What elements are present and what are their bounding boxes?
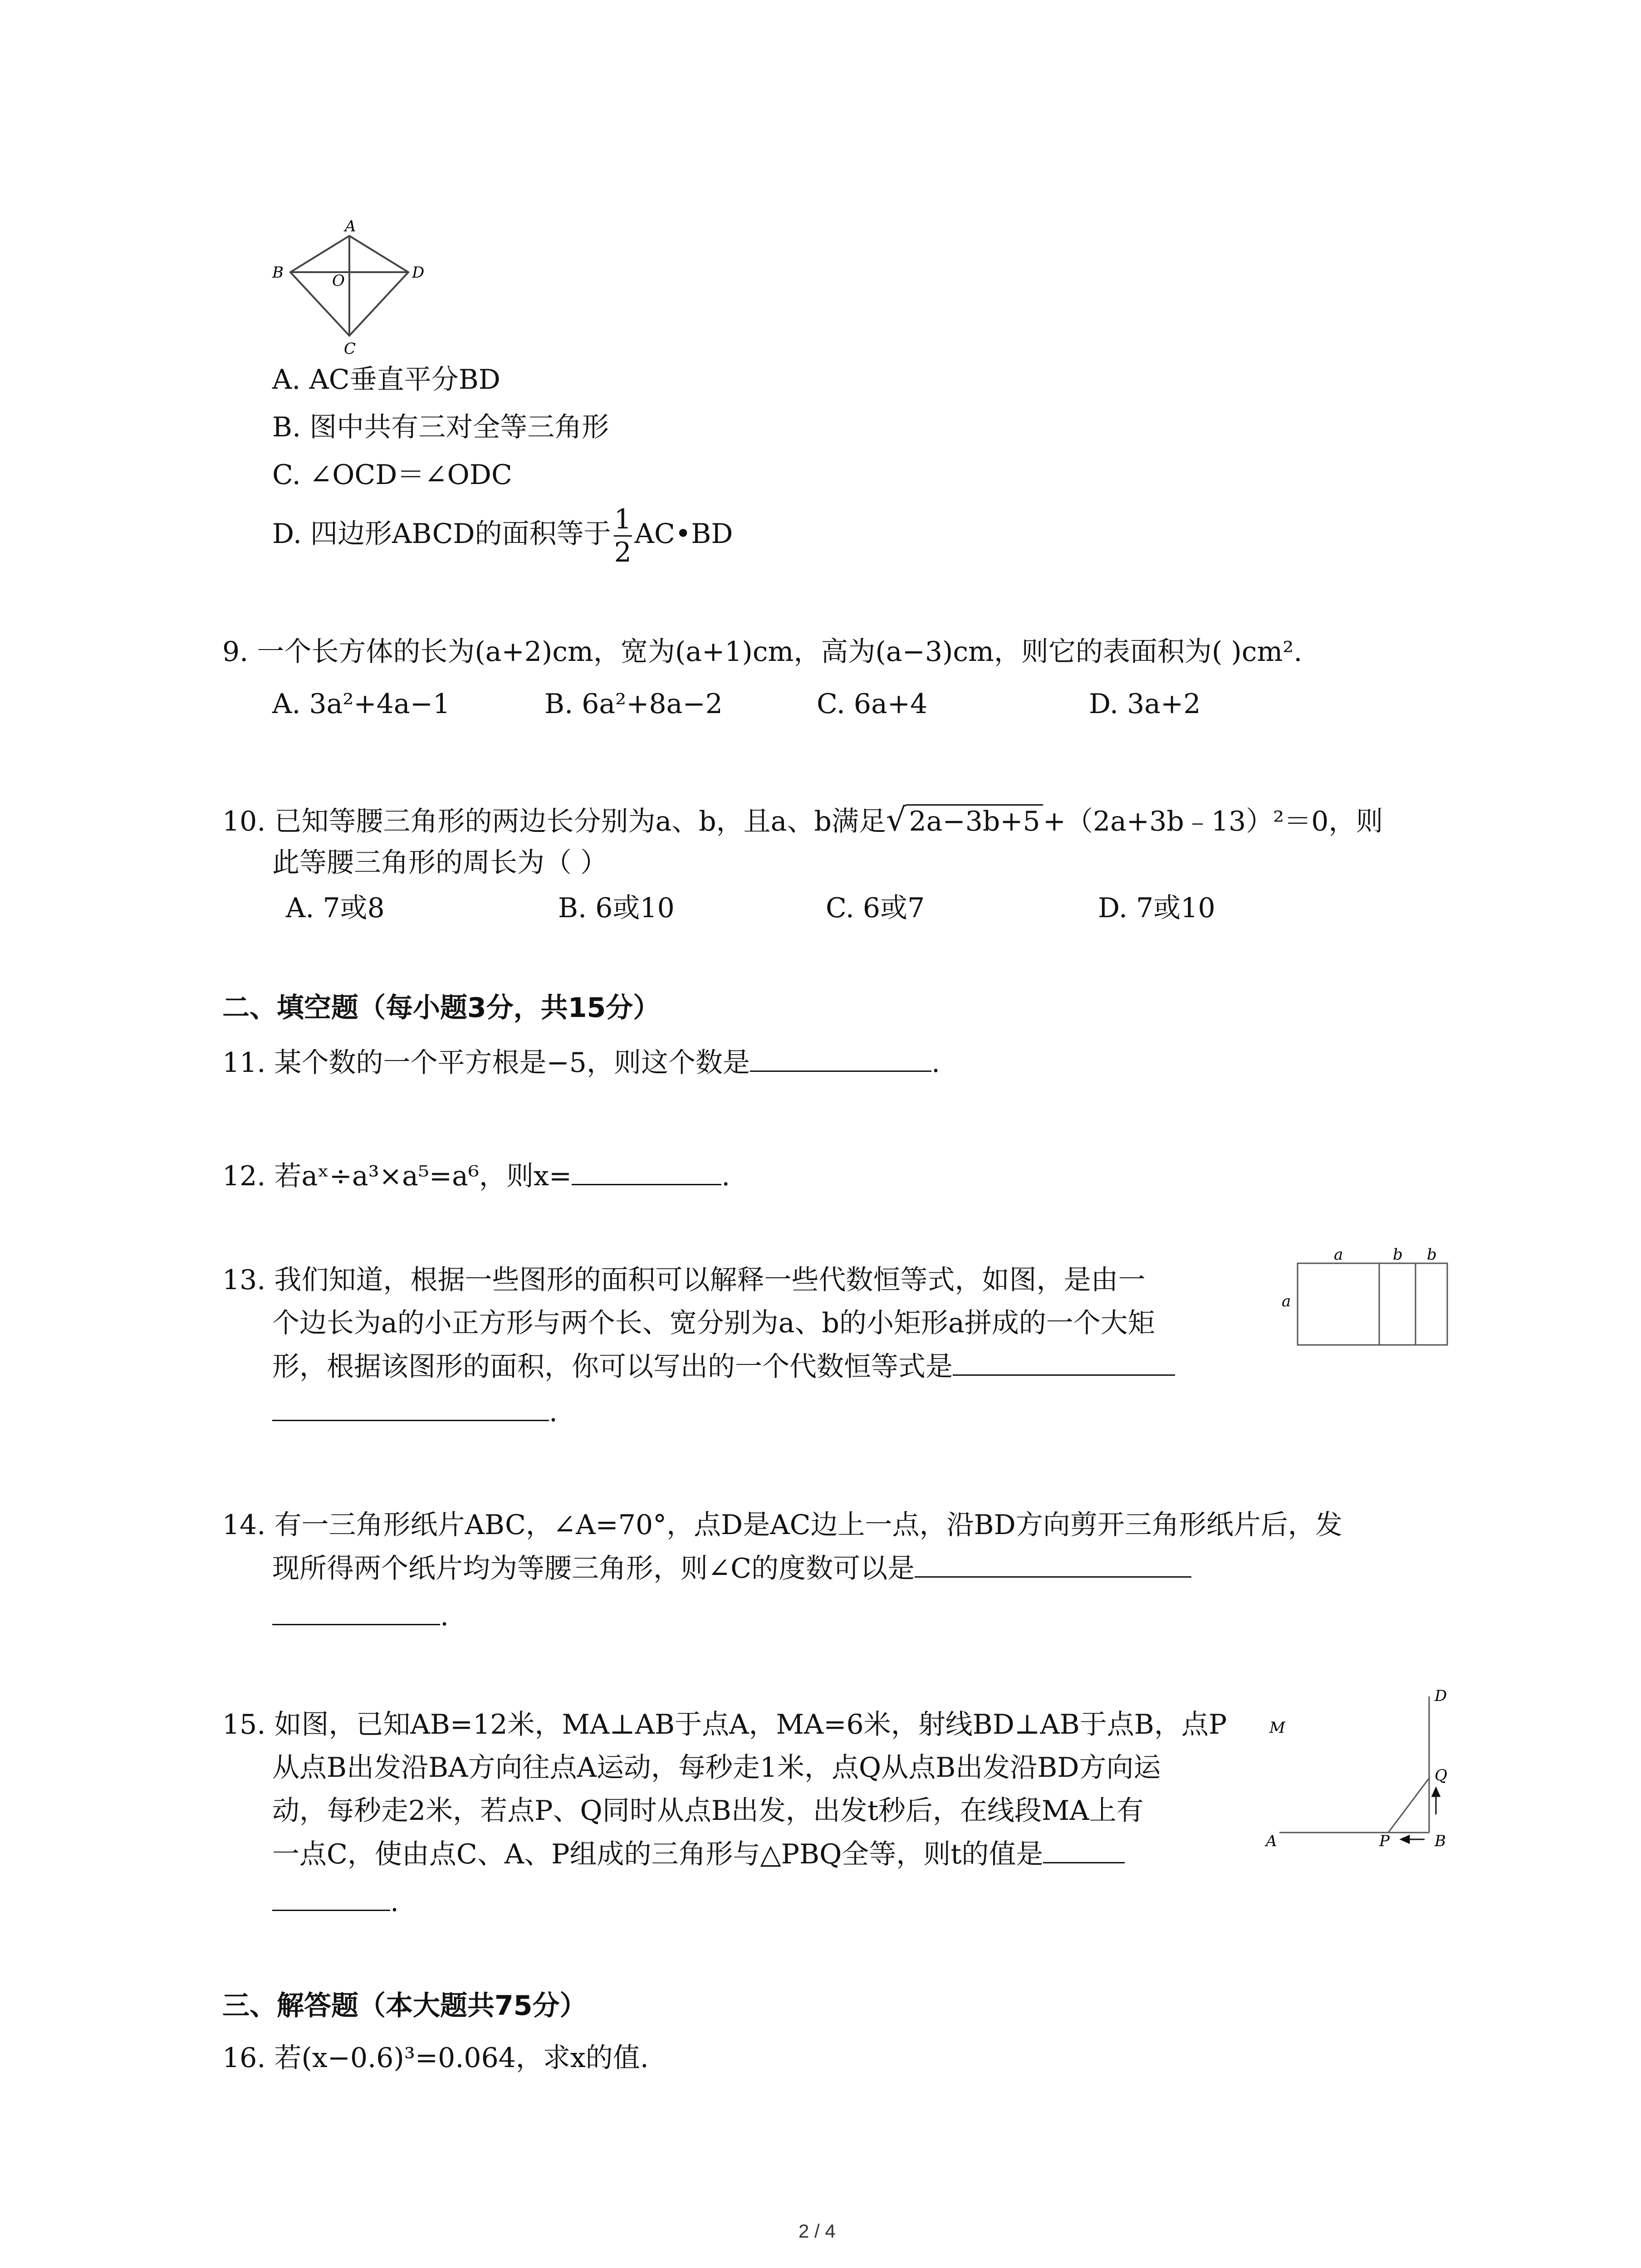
fig8-label-O: O <box>332 272 345 290</box>
fig15-label-Q: Q <box>1435 1766 1447 1784</box>
fig8-label-B: B <box>272 264 284 282</box>
q15-answer-blank-2[interactable] <box>272 1882 390 1911</box>
q8-option-d <box>272 503 733 568</box>
q13-line2: 个边长为a的小正方形与两个长、宽分别为a、b的小矩形a拼成的一个大矩 <box>272 1307 1155 1339</box>
fraction-one-half <box>614 503 632 568</box>
q9-option-b: B. 6a²+8a−2 <box>544 688 723 720</box>
fig15-label-M: M <box>1269 1719 1285 1737</box>
sqrt-sign: √ <box>886 801 906 838</box>
q13-line1: 13. 我们知道，根据一些图形的面积可以解释一些代数恒等式，如图，是由一 <box>222 1264 1146 1296</box>
q15-line3: 动，每秒走2米，若点P、Q同时从点B出发，出发t秒后，在线段MA上有 <box>272 1795 1144 1827</box>
q10-option-d: D. 7或10 <box>1098 892 1215 924</box>
fig13-label-a-top: a <box>1334 1246 1343 1264</box>
fig8-label-A: A <box>345 218 356 235</box>
q15-line5 <box>272 1882 399 1921</box>
q8-option-c: C. ∠OCD＝∠ODC <box>272 459 512 491</box>
fig15-label-A: A <box>1266 1832 1277 1850</box>
q10-sqrt-content: 2a−3b+5 <box>906 804 1043 837</box>
q14-line3 <box>272 1597 449 1635</box>
q11 <box>222 1043 940 1082</box>
q14-line1: 14. 有一三角形纸片ABC，∠A=70°，点D是AC边上一点，沿BD方向剪开三角形纸片后，发 <box>222 1509 1342 1541</box>
fig8-label-D: D <box>412 264 425 282</box>
q15-line4-text: 一点C，使由点C、A、P组成的三角形与△PBQ全等，则t的值是 <box>272 1838 1043 1870</box>
q12 <box>222 1157 730 1195</box>
fraction-denominator: 2 <box>614 537 632 568</box>
section-2-heading: 二、填空题（每小题3分，共15分） <box>222 992 661 1024</box>
q14-answer-blank-1[interactable] <box>915 1549 1191 1578</box>
q9-stem: 9. 一个长方体的长为(a+2)cm，宽为(a+1)cm，高为(a−3)cm，则它的表面积为( )cm². <box>222 636 1303 668</box>
q11-end: . <box>931 1047 941 1079</box>
q10-option-b: B. 6或10 <box>558 892 675 924</box>
q13-line3 <box>272 1347 1175 1386</box>
fig15-label-P: P <box>1379 1832 1390 1850</box>
q16: 16. 若(x−0.6)³=0.064，求x的值. <box>222 2042 649 2074</box>
q15-line2: 从点B出发沿BA方向往点A运动，每秒走1米，点Q从点B出发沿BD方向运 <box>272 1752 1161 1784</box>
motion-figure <box>1257 1683 1461 1864</box>
q15-end: . <box>390 1886 399 1918</box>
q15-line4 <box>272 1835 1125 1873</box>
q13-end: . <box>549 1396 558 1428</box>
q8-option-d-suffix: AC•BD <box>634 518 733 550</box>
q13-line4 <box>272 1393 558 1431</box>
q13-answer-blank-1[interactable] <box>953 1347 1175 1376</box>
q8-option-d-prefix: D. 四边形ABCD的面积等于 <box>272 518 611 550</box>
q9-option-c: C. 6a+4 <box>817 688 928 720</box>
q12-end: . <box>721 1160 730 1192</box>
fig8-label-C: C <box>344 340 356 358</box>
page-number: 2 / 4 <box>798 2220 836 2242</box>
fig13-label-b2: b <box>1427 1246 1437 1264</box>
section-3-heading: 三、解答题（本大题共75分） <box>222 1990 587 2022</box>
q9-option-d: D. 3a+2 <box>1089 688 1201 720</box>
q10-stem-line2: 此等腰三角形的周长为（ ） <box>272 847 608 879</box>
q9-option-a: A. 3a²+4a−1 <box>272 688 451 720</box>
q13-line3-text: 形，根据该图形的面积，你可以写出的一个代数恒等式是 <box>272 1351 953 1383</box>
q14-end: . <box>440 1600 449 1632</box>
q15-answer-blank-1[interactable] <box>1043 1835 1125 1863</box>
q13-answer-blank-2[interactable] <box>272 1393 549 1421</box>
q10-stem-line1 <box>222 801 1383 841</box>
q11-text: 11. 某个数的一个平方根是−5，则这个数是 <box>222 1047 750 1079</box>
fig13-label-b1: b <box>1393 1246 1403 1264</box>
q15-line1: 15. 如图，已知AB=12米，MA⊥AB于点A，MA=6米，射线BD⊥AB于点B，点P <box>222 1709 1227 1740</box>
fig15-label-B: B <box>1435 1832 1446 1850</box>
kite-figure <box>268 218 440 363</box>
rectangle-figure <box>1279 1245 1452 1359</box>
fraction-numerator: 1 <box>614 503 632 535</box>
q14-answer-blank-2[interactable] <box>272 1597 440 1625</box>
q12-text: 12. 若aˣ÷a³×a⁵=a⁶，则x= <box>222 1160 572 1192</box>
fig13-label-a-left: a <box>1282 1292 1291 1310</box>
q10-prefix: 10. 已知等腰三角形的两边长分别为a、b，且a、b满足 <box>222 806 886 837</box>
q8-option-a: A. AC垂直平分BD <box>272 364 500 396</box>
q10-suffix: +（2a+3b﹣13）²＝0，则 <box>1043 806 1383 837</box>
q10-option-c: C. 6或7 <box>826 892 925 924</box>
q14-line2 <box>272 1549 1191 1588</box>
fig15-label-D: D <box>1435 1687 1447 1705</box>
q8-option-b: B. 图中共有三对全等三角形 <box>272 411 609 443</box>
q14-line2-text: 现所得两个纸片均为等腰三角形，则∠C的度数可以是 <box>272 1553 915 1584</box>
q10-option-a: A. 7或8 <box>286 892 385 924</box>
q12-answer-blank[interactable] <box>572 1157 721 1185</box>
q11-answer-blank[interactable] <box>750 1043 931 1072</box>
